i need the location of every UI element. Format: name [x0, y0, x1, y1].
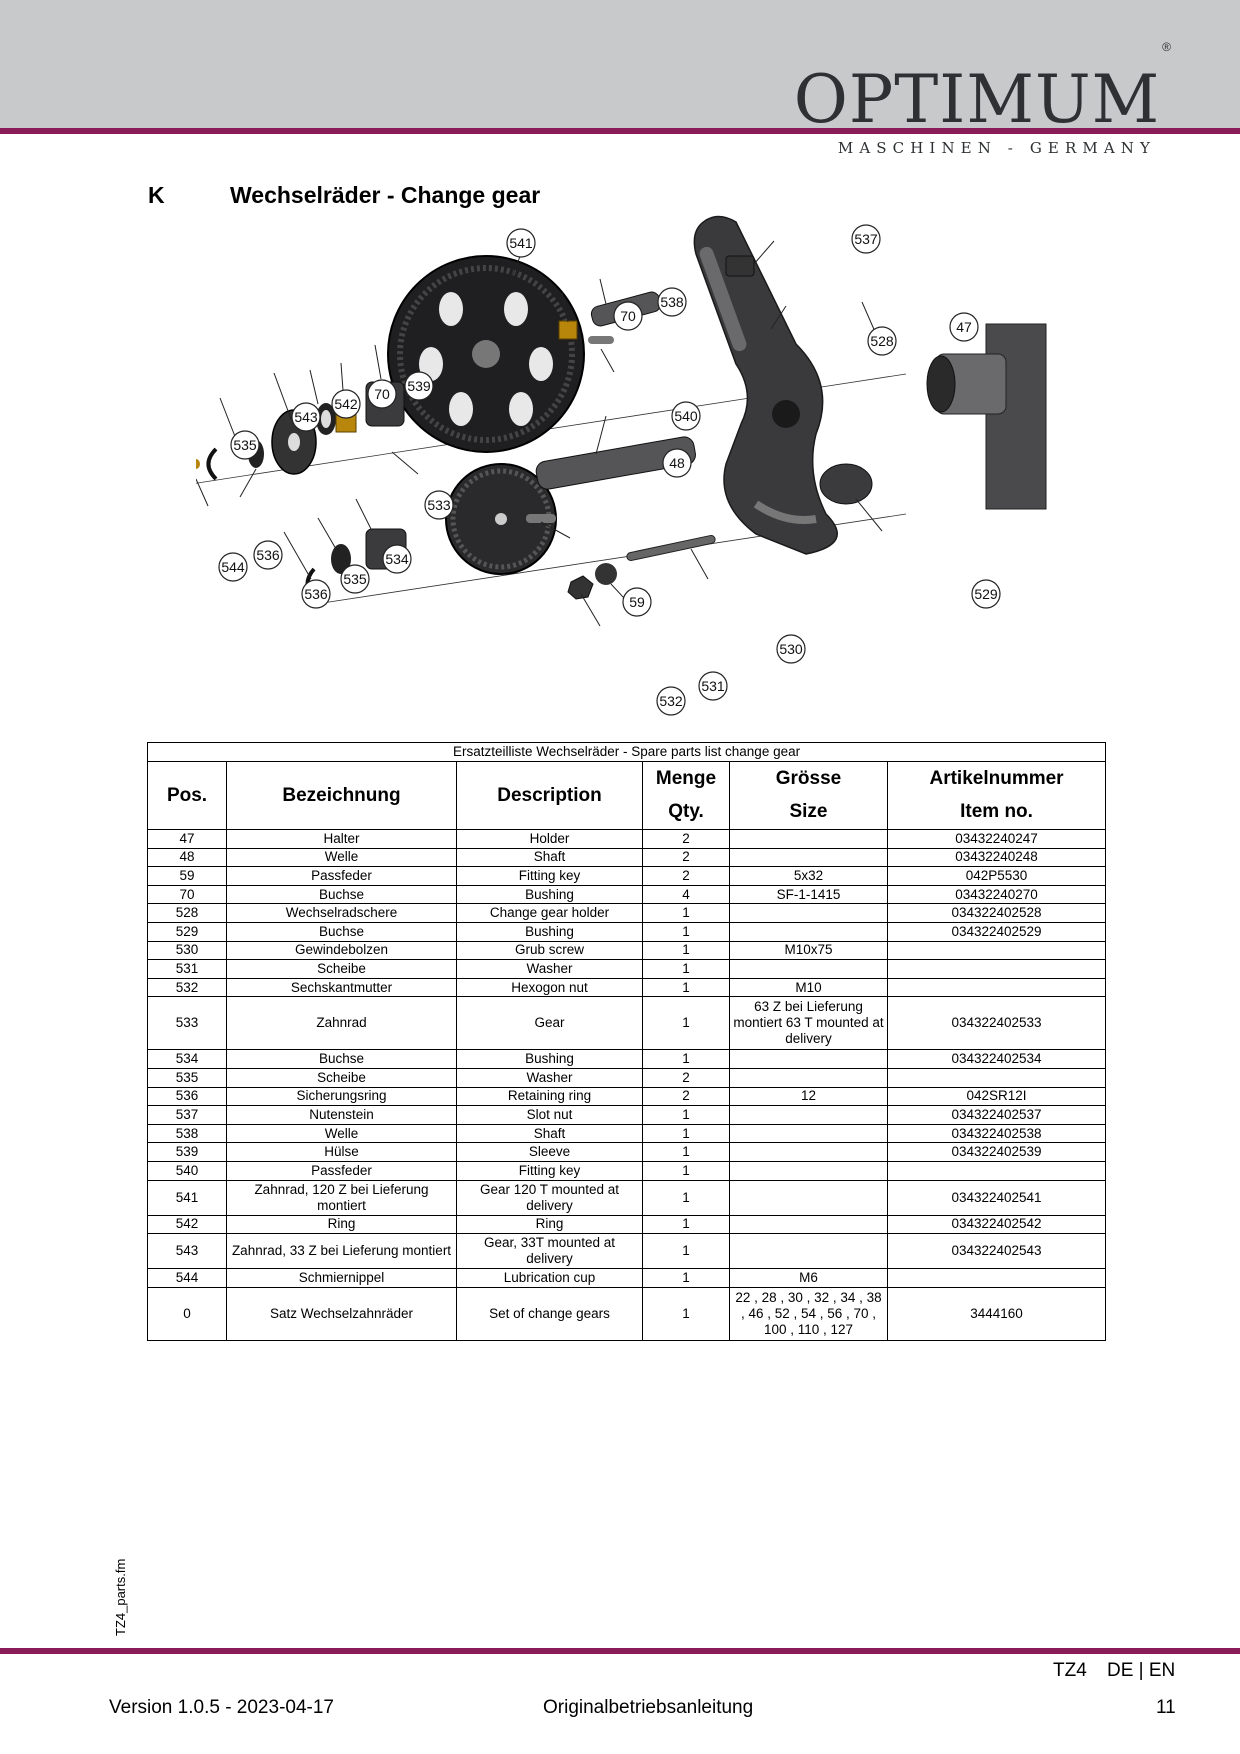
row-pos: 528 — [148, 904, 227, 923]
row-item-no — [888, 1161, 1106, 1180]
row-pos: 538 — [148, 1124, 227, 1143]
row-pos: 540 — [148, 1161, 227, 1180]
row-qty: 1 — [643, 941, 730, 960]
header-artikelnummer: Artikelnummer — [888, 762, 1106, 796]
header-description: Description — [457, 762, 643, 830]
table-row — [148, 941, 1106, 960]
table-row — [148, 1180, 1106, 1215]
header-item-no: Item no. — [888, 796, 1106, 830]
row-item-no: 034322402537 — [888, 1106, 1106, 1125]
row-qty: 1 — [643, 922, 730, 941]
row-pos: 48 — [148, 848, 227, 867]
callout-538 — [658, 288, 686, 316]
row-description: Shaft — [457, 1124, 643, 1143]
row-item-no: 03432240248 — [888, 848, 1106, 867]
svg-text:536: 536 — [304, 586, 328, 602]
row-description: Ring — [457, 1215, 643, 1234]
row-size — [730, 1068, 888, 1087]
row-description: Fitting key — [457, 867, 643, 886]
row-size: 63 Z bei Lieferung montiert 63 T mounted at delivery — [730, 997, 888, 1050]
svg-text:536: 536 — [256, 547, 280, 563]
row-bezeichnung: Ring — [227, 1215, 457, 1234]
row-description: Set of change gears — [457, 1287, 643, 1340]
row-pos: 544 — [148, 1269, 227, 1288]
row-item-no: 034322402541 — [888, 1180, 1106, 1215]
header-qty: Qty. — [643, 796, 730, 830]
row-description: Change gear holder — [457, 904, 643, 923]
svg-text:529: 529 — [974, 586, 998, 602]
row-description: Bushing — [457, 885, 643, 904]
row-qty: 1 — [643, 1124, 730, 1143]
row-description: Gear — [457, 997, 643, 1050]
row-qty: 1 — [643, 960, 730, 979]
row-qty: 1 — [643, 1161, 730, 1180]
row-qty: 2 — [643, 830, 730, 849]
row-bezeichnung: Zahnrad, 120 Z bei Lieferung montiert — [227, 1180, 457, 1215]
svg-text:543: 543 — [294, 409, 318, 425]
row-description: Washer — [457, 960, 643, 979]
row-qty: 2 — [643, 848, 730, 867]
table-row — [148, 1215, 1106, 1234]
callout-528 — [868, 327, 896, 355]
row-bezeichnung: Nutenstein — [227, 1106, 457, 1125]
callout-531 — [699, 672, 727, 700]
row-qty: 2 — [643, 1068, 730, 1087]
callout-534 — [383, 545, 411, 573]
callout-535-upper — [231, 431, 259, 459]
row-qty: 1 — [643, 1287, 730, 1340]
callout-529 — [972, 580, 1000, 608]
callout-543 — [292, 403, 320, 431]
row-item-no: 034322402539 — [888, 1143, 1106, 1162]
row-pos: 59 — [148, 867, 227, 886]
row-description: Holder — [457, 830, 643, 849]
row-description: Hexogon nut — [457, 978, 643, 997]
row-qty: 1 — [643, 978, 730, 997]
row-bezeichnung: Buchse — [227, 1050, 457, 1069]
row-description: Washer — [457, 1068, 643, 1087]
row-description: Gear, 33T mounted at delivery — [457, 1234, 643, 1269]
row-size — [730, 1050, 888, 1069]
svg-text:535: 535 — [233, 437, 257, 453]
callout-537 — [852, 225, 880, 253]
row-pos: 532 — [148, 978, 227, 997]
row-pos: 529 — [148, 922, 227, 941]
row-bezeichnung: Satz Wechselzahnräder — [227, 1287, 457, 1340]
row-size — [730, 922, 888, 941]
svg-text:59: 59 — [629, 594, 645, 610]
row-pos: 530 — [148, 941, 227, 960]
row-item-no: 042P5530 — [888, 867, 1106, 886]
row-pos: 70 — [148, 885, 227, 904]
row-description: Lubrication cup — [457, 1269, 643, 1288]
row-bezeichnung: Passfeder — [227, 867, 457, 886]
svg-text:544: 544 — [221, 559, 245, 575]
table-row — [148, 997, 1106, 1050]
svg-text:538: 538 — [660, 294, 684, 310]
footer-language: DE | EN — [1107, 1660, 1176, 1681]
row-qty: 1 — [643, 1050, 730, 1069]
svg-text:542: 542 — [334, 396, 358, 412]
row-size: M10 — [730, 978, 888, 997]
callout-532 — [657, 687, 685, 715]
row-item-no — [888, 941, 1106, 960]
row-item-no: 034322402543 — [888, 1234, 1106, 1269]
row-qty: 1 — [643, 1234, 730, 1269]
row-qty: 1 — [643, 904, 730, 923]
svg-text:70: 70 — [620, 308, 636, 324]
row-size: SF-1-1415 — [730, 885, 888, 904]
row-size: M6 — [730, 1269, 888, 1288]
row-size — [730, 1106, 888, 1125]
row-bezeichnung: Welle — [227, 1124, 457, 1143]
footer-model: TZ4 — [1053, 1660, 1087, 1681]
row-description: Sleeve — [457, 1143, 643, 1162]
table-row — [148, 1087, 1106, 1106]
row-item-no: 3444160 — [888, 1287, 1106, 1340]
row-pos: 534 — [148, 1050, 227, 1069]
row-description: Retaining ring — [457, 1087, 643, 1106]
row-qty: 2 — [643, 867, 730, 886]
brand-logo: OPTIMUM® — [793, 40, 1172, 138]
row-pos: 536 — [148, 1087, 227, 1106]
row-size — [730, 1234, 888, 1269]
callout-536-upper — [254, 541, 282, 569]
row-bezeichnung: Passfeder — [227, 1161, 457, 1180]
row-pos: 535 — [148, 1068, 227, 1087]
table-row — [148, 1143, 1106, 1162]
svg-text:540: 540 — [674, 408, 698, 424]
svg-text:534: 534 — [385, 551, 409, 567]
row-size — [730, 960, 888, 979]
svg-text:530: 530 — [779, 641, 803, 657]
row-size: 5x32 — [730, 867, 888, 886]
row-qty: 1 — [643, 1180, 730, 1215]
svg-text:532: 532 — [659, 693, 683, 709]
row-size: 12 — [730, 1087, 888, 1106]
table-header-row — [148, 762, 1106, 796]
row-size — [730, 1143, 888, 1162]
row-pos: 0 — [148, 1287, 227, 1340]
table-row — [148, 1161, 1106, 1180]
row-pos: 533 — [148, 997, 227, 1050]
row-bezeichnung: Welle — [227, 848, 457, 867]
table-row — [148, 848, 1106, 867]
row-item-no — [888, 960, 1106, 979]
table-row — [148, 904, 1106, 923]
row-bezeichnung: Zahnrad, 33 Z bei Lieferung montiert — [227, 1234, 457, 1269]
header-size: Size — [730, 796, 888, 830]
row-qty: 1 — [643, 1143, 730, 1162]
table-row — [148, 960, 1106, 979]
section-title: Wechselräder - Change gear — [230, 182, 541, 208]
row-item-no — [888, 1068, 1106, 1087]
header-menge: Menge — [643, 762, 730, 796]
table-row — [148, 1124, 1106, 1143]
table-row — [148, 978, 1106, 997]
row-pos: 541 — [148, 1180, 227, 1215]
row-description: Gear 120 T mounted at delivery — [457, 1180, 643, 1215]
table-row — [148, 1269, 1106, 1288]
svg-text:528: 528 — [870, 333, 894, 349]
svg-text:541: 541 — [509, 235, 533, 251]
table-row — [148, 1234, 1106, 1269]
section-letter: K — [148, 182, 165, 208]
row-bezeichnung: Scheibe — [227, 1068, 457, 1087]
header-groesse: Grösse — [730, 762, 888, 796]
callout-541 — [507, 229, 535, 257]
svg-text:70: 70 — [374, 386, 390, 402]
callout-544 — [219, 553, 247, 581]
callout-530 — [777, 635, 805, 663]
row-bezeichnung: Zahnrad — [227, 997, 457, 1050]
table-row — [148, 1068, 1106, 1087]
row-bezeichnung: Wechselradschere — [227, 904, 457, 923]
row-bezeichnung: Sicherungsring — [227, 1087, 457, 1106]
brand-subtitle: MASCHINEN - GERMANY — [837, 139, 1156, 157]
row-description: Grub screw — [457, 941, 643, 960]
svg-text:539: 539 — [407, 378, 431, 394]
row-qty: 1 — [643, 1269, 730, 1288]
callout-70-lower — [368, 380, 396, 408]
callout-539 — [405, 372, 433, 400]
row-size: M10x75 — [730, 941, 888, 960]
svg-text:48: 48 — [669, 455, 685, 471]
row-size — [730, 830, 888, 849]
row-bezeichnung: Buchse — [227, 885, 457, 904]
callout-535-lower — [341, 565, 369, 593]
footer-document-type: Originalbetriebsanleitung — [543, 1697, 754, 1718]
row-description: Slot nut — [457, 1106, 643, 1125]
row-item-no: 03432240247 — [888, 830, 1106, 849]
row-qty: 2 — [643, 1087, 730, 1106]
row-size — [730, 904, 888, 923]
row-item-no: 034322402528 — [888, 904, 1106, 923]
callout-536-lower — [302, 580, 330, 608]
svg-text:47: 47 — [956, 319, 972, 335]
row-item-no: 034322402542 — [888, 1215, 1106, 1234]
row-item-no: 03432240270 — [888, 885, 1106, 904]
row-pos: 47 — [148, 830, 227, 849]
row-qty: 1 — [643, 997, 730, 1050]
row-item-no: 042SR12I — [888, 1087, 1106, 1106]
table-row — [148, 1287, 1106, 1340]
row-size — [730, 1161, 888, 1180]
row-item-no: 034322402534 — [888, 1050, 1106, 1069]
row-bezeichnung: Hülse — [227, 1143, 457, 1162]
row-bezeichnung: Scheibe — [227, 960, 457, 979]
row-description: Shaft — [457, 848, 643, 867]
header-pos: Pos. — [148, 762, 227, 830]
row-qty: 1 — [643, 1215, 730, 1234]
row-qty: 1 — [643, 1106, 730, 1125]
row-item-no: 034322402529 — [888, 922, 1106, 941]
callout-533 — [425, 491, 453, 519]
svg-text:537: 537 — [854, 231, 878, 247]
callout-47 — [950, 313, 978, 341]
table-row — [148, 830, 1106, 849]
row-bezeichnung: Schmiernippel — [227, 1269, 457, 1288]
header-bezeichnung: Bezeichnung — [227, 762, 457, 830]
page-number: 11 — [1156, 1697, 1176, 1718]
row-description: Bushing — [457, 1050, 643, 1069]
row-size — [730, 1180, 888, 1215]
row-item-no: 034322402538 — [888, 1124, 1106, 1143]
table-row — [148, 1106, 1106, 1125]
svg-text:535: 535 — [343, 571, 367, 587]
svg-text:533: 533 — [427, 497, 451, 513]
callout-540 — [672, 402, 700, 430]
svg-text:531: 531 — [701, 678, 725, 694]
row-description: Fitting key — [457, 1161, 643, 1180]
callout-70-upper — [614, 302, 642, 330]
exploded-view-diagram — [196, 214, 1052, 719]
row-size: 22 , 28 , 30 , 32 , 34 , 38 , 46 , 52 , 54 , 56 , 70 , 100 , 110 , 127 — [730, 1287, 888, 1340]
file-label: TZ4_parts.fm — [113, 1558, 128, 1636]
row-item-no — [888, 1269, 1106, 1288]
table-row — [148, 1050, 1106, 1069]
callout-48 — [663, 449, 691, 477]
row-pos: 539 — [148, 1143, 227, 1162]
row-item-no — [888, 978, 1106, 997]
row-bezeichnung: Halter — [227, 830, 457, 849]
row-pos: 531 — [148, 960, 227, 979]
row-size — [730, 1124, 888, 1143]
row-bezeichnung: Buchse — [227, 922, 457, 941]
spare-parts-table — [147, 742, 1106, 1341]
callout-59 — [623, 588, 651, 616]
footer-divider — [0, 1648, 1240, 1654]
footer-version: Version 1.0.5 - 2023-04-17 — [109, 1697, 334, 1718]
row-qty: 4 — [643, 885, 730, 904]
table-row — [148, 867, 1106, 886]
row-pos: 543 — [148, 1234, 227, 1269]
row-bezeichnung: Sechskantmutter — [227, 978, 457, 997]
row-size — [730, 848, 888, 867]
row-pos: 542 — [148, 1215, 227, 1234]
row-bezeichnung: Gewindebolzen — [227, 941, 457, 960]
callout-542 — [332, 390, 360, 418]
table-row — [148, 922, 1106, 941]
row-description: Bushing — [457, 922, 643, 941]
table-caption-row — [148, 743, 1106, 762]
table-caption: Ersatzteilliste Wechselräder - Spare parts list change gear — [148, 743, 1106, 762]
row-item-no: 034322402533 — [888, 997, 1106, 1050]
table-row — [148, 885, 1106, 904]
row-size — [730, 1215, 888, 1234]
row-pos: 537 — [148, 1106, 227, 1125]
